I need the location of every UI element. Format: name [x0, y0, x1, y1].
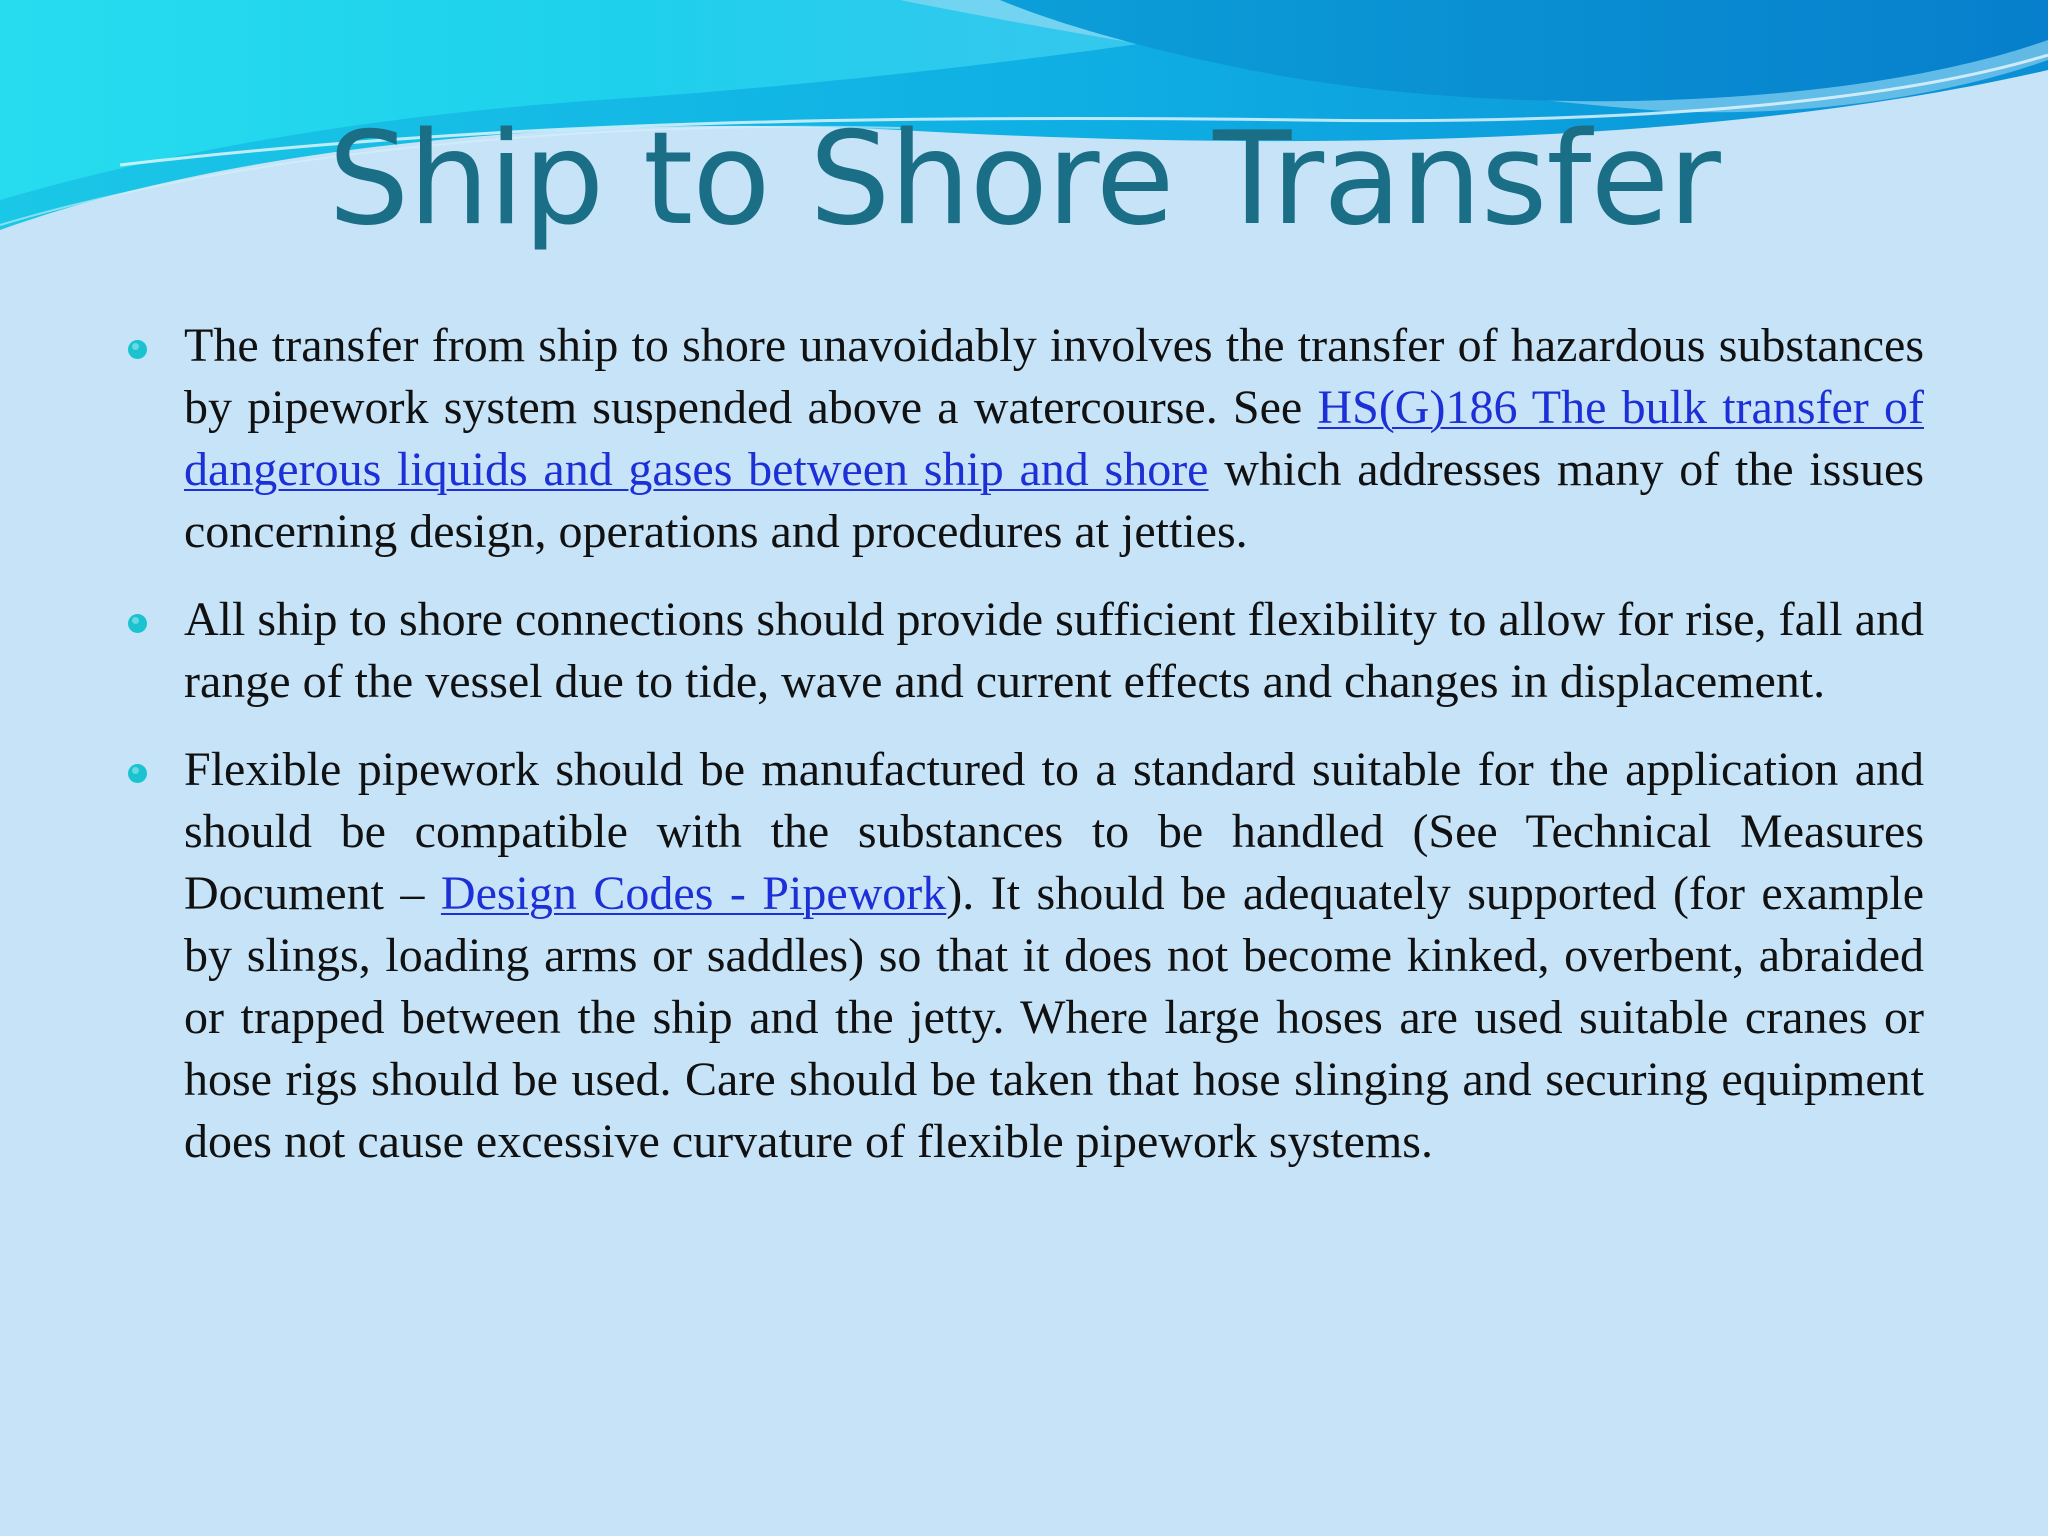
hsg186-link[interactable]: HS(G)186 The bulk transfer of dangerous liquids and gases between ship and shore [184, 381, 1924, 496]
bullet-text: All ship to shore connections should provide sufficient flexibility to allow for rise, fall and range of the vessel due to tide, wave and current effects and changes in displacement. [184, 593, 1924, 708]
bullet-text: which addresses many of the issues concerning design, operations and procedures at jetties. [184, 443, 1925, 558]
bullet-dot-icon [128, 340, 147, 359]
slide-title: Ship to Shore Transfer [328, 105, 1720, 254]
bullet-text: Flexible pipework should be manufactured to a standard suitable for the application and should be compatible with the substances to be handled (See Technical Measures Document – [184, 743, 1924, 920]
bullet-dot-icon [128, 764, 147, 783]
bullet-text: The transfer from ship to shore unavoidably involves the transfer of hazardous substances by pipework system suspended above a watercourse. See [184, 319, 1924, 434]
bullet-text: ). It should be adequately supported (for example by slings, loading arms or saddles) so that it does not become kinked, overbent, abraided or trapped between the ship and the jetty. Where large hoses are used suitable cranes or hose rigs should be used. Care should be taken that hose slinging and securing equipment does not cause excessive curvature of flexible pipework systems. [184, 867, 1925, 1168]
bullet-item [126, 589, 1924, 713]
bullet-item [126, 315, 1924, 563]
bullet-list [126, 315, 1924, 1199]
bullet-dot-icon [128, 614, 147, 633]
design-codes-pipework-link[interactable]: Design Codes - Pipework [440, 867, 947, 920]
bullet-item [126, 739, 1924, 1173]
